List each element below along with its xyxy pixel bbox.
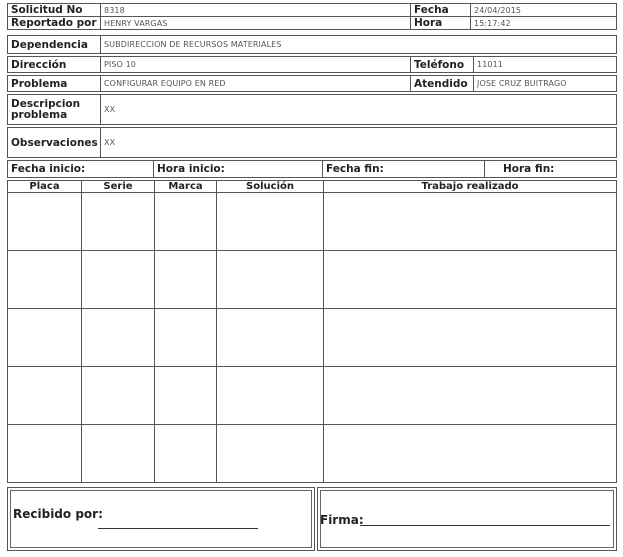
dependencia-label: Dependencia [8, 36, 101, 54]
work-table [7, 180, 617, 483]
col-trabajo-realizado: Trabajo realizado [324, 181, 617, 193]
table-cell[interactable] [8, 367, 82, 425]
table-cell[interactable] [217, 193, 324, 251]
observaciones-value: XX [101, 128, 617, 158]
service-request-form [7, 3, 617, 483]
hora-value: 15:17:42 [471, 17, 617, 30]
col-placa: Placa [8, 181, 82, 193]
table-cell[interactable] [217, 251, 324, 309]
col-solucion: Solución [217, 181, 324, 193]
problema-table [7, 75, 617, 92]
solicitud-value: 8318 [101, 4, 411, 17]
telefono-value: 11011 [474, 57, 617, 73]
descripcion-label [8, 95, 101, 125]
firma-signature-line[interactable] [360, 525, 610, 526]
table-cell[interactable] [155, 251, 217, 309]
dependencia-value: SUBDIRECCION DE RECURSOS MATERIALES [101, 36, 617, 54]
header-table [7, 3, 617, 30]
solicitud-label: Solicitud No [8, 4, 101, 17]
recibido-signature-line[interactable] [98, 528, 258, 529]
reportado-value: HENRY VARGAS [101, 17, 411, 30]
observaciones-table [7, 127, 617, 158]
table-row [8, 193, 617, 251]
fechas-table [7, 160, 617, 178]
solicitud-row [8, 4, 617, 17]
atendido-label: Atendido [411, 76, 474, 92]
direccion-value: PISO 10 [101, 57, 411, 73]
table-cell[interactable] [217, 367, 324, 425]
table-cell[interactable] [82, 309, 155, 367]
table-row [8, 425, 617, 483]
descripcion-label-line1: Descripcion [11, 97, 81, 110]
fechas-row [8, 161, 617, 178]
table-cell[interactable] [324, 367, 617, 425]
work-table-header [8, 181, 617, 193]
descripcion-row [8, 95, 617, 125]
descripcion-table [7, 94, 617, 125]
descripcion-label-line2: problema [11, 108, 68, 121]
table-cell[interactable] [324, 425, 617, 483]
table-cell[interactable] [8, 251, 82, 309]
recibido-box [7, 487, 315, 551]
direccion-label: Dirección [8, 57, 101, 73]
fecha-label: Fecha [411, 4, 471, 17]
table-cell[interactable] [82, 425, 155, 483]
col-marca: Marca [155, 181, 217, 193]
col-serie: Serie [82, 181, 155, 193]
table-cell[interactable] [8, 193, 82, 251]
table-cell[interactable] [8, 425, 82, 483]
fecha-value: 24/04/2015 [471, 4, 617, 17]
fecha-inicio-label: Fecha inicio: [8, 161, 154, 178]
table-cell[interactable] [155, 367, 217, 425]
firma-label: Firma: [320, 513, 364, 527]
table-row [8, 309, 617, 367]
direccion-row [8, 57, 617, 73]
problema-row [8, 76, 617, 92]
hora-label: Hora [411, 17, 471, 30]
reportado-label: Reportado por [8, 17, 101, 30]
table-cell[interactable] [155, 193, 217, 251]
table-cell[interactable] [324, 309, 617, 367]
recibido-label: Recibido por: [13, 507, 103, 521]
reportado-row [8, 17, 617, 30]
fecha-fin-label: Fecha fin: [323, 161, 485, 178]
problema-value: CONFIGURAR EQUIPO EN RED [101, 76, 411, 92]
table-cell[interactable] [217, 309, 324, 367]
table-cell[interactable] [217, 425, 324, 483]
table-cell[interactable] [324, 193, 617, 251]
table-cell[interactable] [155, 309, 217, 367]
table-cell[interactable] [8, 309, 82, 367]
firma-box [317, 487, 617, 551]
telefono-label: Teléfono [411, 57, 474, 73]
dependencia-row [8, 36, 617, 54]
descripcion-value: XX [101, 95, 617, 125]
atendido-value: JOSE CRUZ BUITRAGO [474, 76, 617, 92]
table-row [8, 367, 617, 425]
hora-inicio-label: Hora inicio: [154, 161, 323, 178]
observaciones-label: Observaciones [8, 128, 101, 158]
table-cell[interactable] [155, 425, 217, 483]
signature-section [7, 487, 617, 551]
problema-label: Problema [8, 76, 101, 92]
hora-fin-label: Hora fin: [485, 161, 617, 178]
table-row [8, 251, 617, 309]
table-cell[interactable] [324, 251, 617, 309]
dependencia-table [7, 35, 617, 54]
observaciones-row [8, 128, 617, 158]
table-cell[interactable] [82, 367, 155, 425]
table-cell[interactable] [82, 251, 155, 309]
table-cell[interactable] [82, 193, 155, 251]
direccion-table [7, 56, 617, 73]
